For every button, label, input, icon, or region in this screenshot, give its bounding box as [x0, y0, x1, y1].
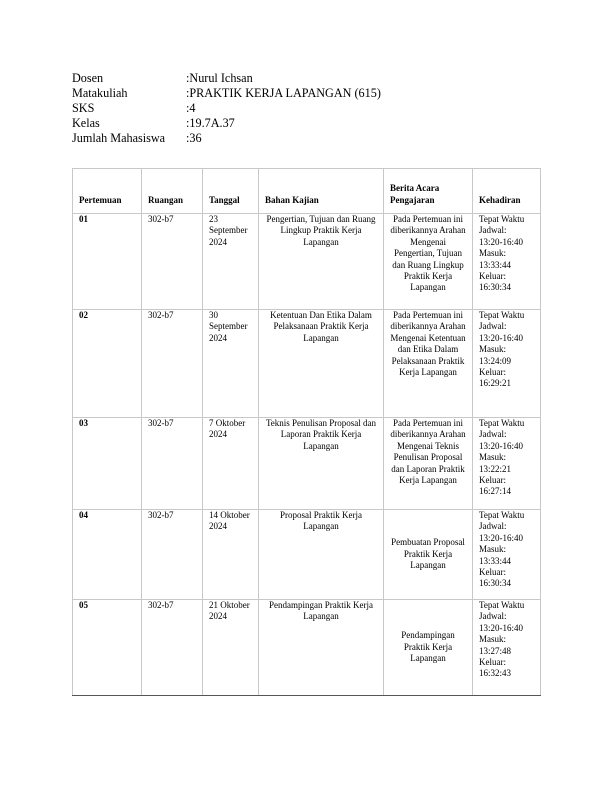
table-row: [73, 600, 541, 696]
table-row: [73, 418, 541, 510]
schedule-time: 13:20-16:40: [479, 532, 523, 543]
date: 21 Oktober 2024: [203, 600, 259, 696]
check-out-label: Keluar:: [479, 657, 506, 668]
info-value: :19.7A.37: [186, 116, 235, 130]
check-in-label: Masuk:: [479, 634, 506, 645]
study-material: Proposal Praktik Kerja Lapangan: [259, 510, 384, 600]
check-out-time: 16:32:43: [479, 668, 512, 679]
check-in-time: 13:33:44: [479, 259, 512, 270]
attendance: [473, 310, 541, 418]
date: 7 Oktober 2024: [203, 418, 259, 510]
schedule-label: Jadwal:: [479, 611, 507, 622]
teaching-report: Pada Pertemuan ini diberikannya Arahan Mengenai Teknis Penulisan Proposal dan Laporan Praktik Kerja Lapangan: [384, 418, 473, 510]
date: 30 September 2024: [203, 310, 259, 418]
attendance: [473, 418, 541, 510]
date: 23 September 2024: [203, 214, 259, 310]
teaching-report: Pendampingan Praktik Kerja Lapangan: [384, 600, 473, 696]
check-out-time: 16:27:14: [479, 486, 512, 497]
info-value: :36: [186, 131, 202, 145]
header-tanggal: Tanggal: [203, 169, 259, 214]
check-in-time: 13:24:09: [479, 355, 512, 366]
room: 302-b7: [142, 600, 203, 696]
room: 302-b7: [142, 418, 203, 510]
info-value: :4: [186, 101, 196, 115]
room: 302-b7: [142, 310, 203, 418]
check-in-time: 13:22:21: [479, 463, 512, 474]
table-row: [73, 510, 541, 600]
info-row-dosen: [72, 71, 381, 86]
attendance-status: Tepat Waktu: [479, 510, 525, 520]
teaching-report: Pada Pertemuan ini diberikannya Arahan Mengenai Ketentuan dan Etika Dalam Pelaksanaan Praktik Kerja Lapangan: [384, 310, 473, 418]
check-in-time: 13:33:44: [479, 555, 512, 566]
room: 302-b7: [142, 510, 203, 600]
schedule-label: Jadwal:: [479, 321, 507, 332]
check-in-time: 13:27:48: [479, 645, 512, 656]
info-label: Jumlah Mahasiswa: [72, 131, 166, 145]
table-row: [73, 214, 541, 310]
info-value: :PRAKTIK KERJA LAPANGAN (615): [186, 86, 381, 100]
schedule-time: 13:20-16:40: [479, 440, 523, 451]
check-out-label: Keluar:: [479, 567, 506, 578]
schedule-label: Jadwal:: [479, 429, 507, 440]
study-material: Teknis Penulisan Proposal dan Laporan Praktik Kerja Lapangan: [259, 418, 384, 510]
check-out-time: 16:30:34: [479, 282, 512, 293]
teaching-report: Pada Pertemuan ini diberikannya Arahan Mengenai Pengertian, Tujuan dan Ruang Lingkup Praktik Kerja Lapangan: [384, 214, 473, 310]
schedule-time: 13:20-16:40: [479, 236, 523, 247]
meeting-number: 03: [73, 418, 142, 510]
check-out-label: Keluar:: [479, 367, 506, 378]
info-label: Dosen: [72, 71, 104, 85]
study-material: Ketentuan Dan Etika Dalam Pelaksanaan Praktik Kerja Lapangan: [259, 310, 384, 418]
check-out-time: 16:29:21: [479, 378, 512, 389]
table-header-row: [73, 169, 541, 214]
schedule-label: Jadwal:: [479, 521, 507, 532]
study-material: Pengertian, Tujuan dan Ruang Lingkup Praktik Kerja Lapangan: [259, 214, 384, 310]
attendance-status: Tepat Waktu: [479, 214, 525, 224]
header-pertemuan: Pertemuan: [73, 169, 142, 214]
attendance-table: [72, 168, 541, 696]
meeting-number: 05: [73, 600, 142, 696]
course-info: [72, 71, 381, 146]
schedule-time: 13:20-16:40: [479, 622, 523, 633]
teaching-report: Pembuatan Proposal Praktik Kerja Lapangan: [384, 510, 473, 600]
check-out-label: Keluar:: [479, 271, 506, 282]
info-row-jumlah-mahasiswa: [72, 131, 381, 146]
attendance: [473, 600, 541, 696]
check-out-label: Keluar:: [479, 475, 506, 486]
schedule-time: 13:20-16:40: [479, 332, 523, 343]
check-in-label: Masuk:: [479, 344, 506, 355]
header-berita-acara: Berita Acara Pengajaran: [384, 169, 473, 214]
check-in-label: Masuk:: [479, 248, 506, 259]
info-row-sks: [72, 101, 381, 116]
header-ruangan: Ruangan: [142, 169, 203, 214]
check-out-time: 16:30:34: [479, 578, 512, 589]
room: 302-b7: [142, 214, 203, 310]
attendance-status: Tepat Waktu: [479, 418, 525, 428]
check-in-label: Masuk:: [479, 452, 506, 463]
table-row: [73, 310, 541, 418]
info-label: Kelas: [72, 116, 100, 130]
header-kehadiran: Kehadiran: [473, 169, 541, 214]
attendance-status: Tepat Waktu: [479, 310, 525, 320]
schedule-label: Jadwal:: [479, 225, 507, 236]
info-label: Matakuliah: [72, 86, 128, 100]
info-label: SKS: [72, 101, 95, 115]
info-row-matakuliah: [72, 86, 381, 101]
attendance-status: Tepat Waktu: [479, 600, 525, 610]
study-material: Pendampingan Praktik Kerja Lapangan: [259, 600, 384, 696]
check-in-label: Masuk:: [479, 544, 506, 555]
header-bahan-kajian: Bahan Kajian: [259, 169, 384, 214]
meeting-number: 02: [73, 310, 142, 418]
attendance: [473, 214, 541, 310]
date: 14 Oktober 2024: [203, 510, 259, 600]
attendance: [473, 510, 541, 600]
meeting-number: 04: [73, 510, 142, 600]
info-value: :Nurul Ichsan: [186, 71, 253, 85]
info-row-kelas: [72, 116, 381, 131]
meeting-number: 01: [73, 214, 142, 310]
